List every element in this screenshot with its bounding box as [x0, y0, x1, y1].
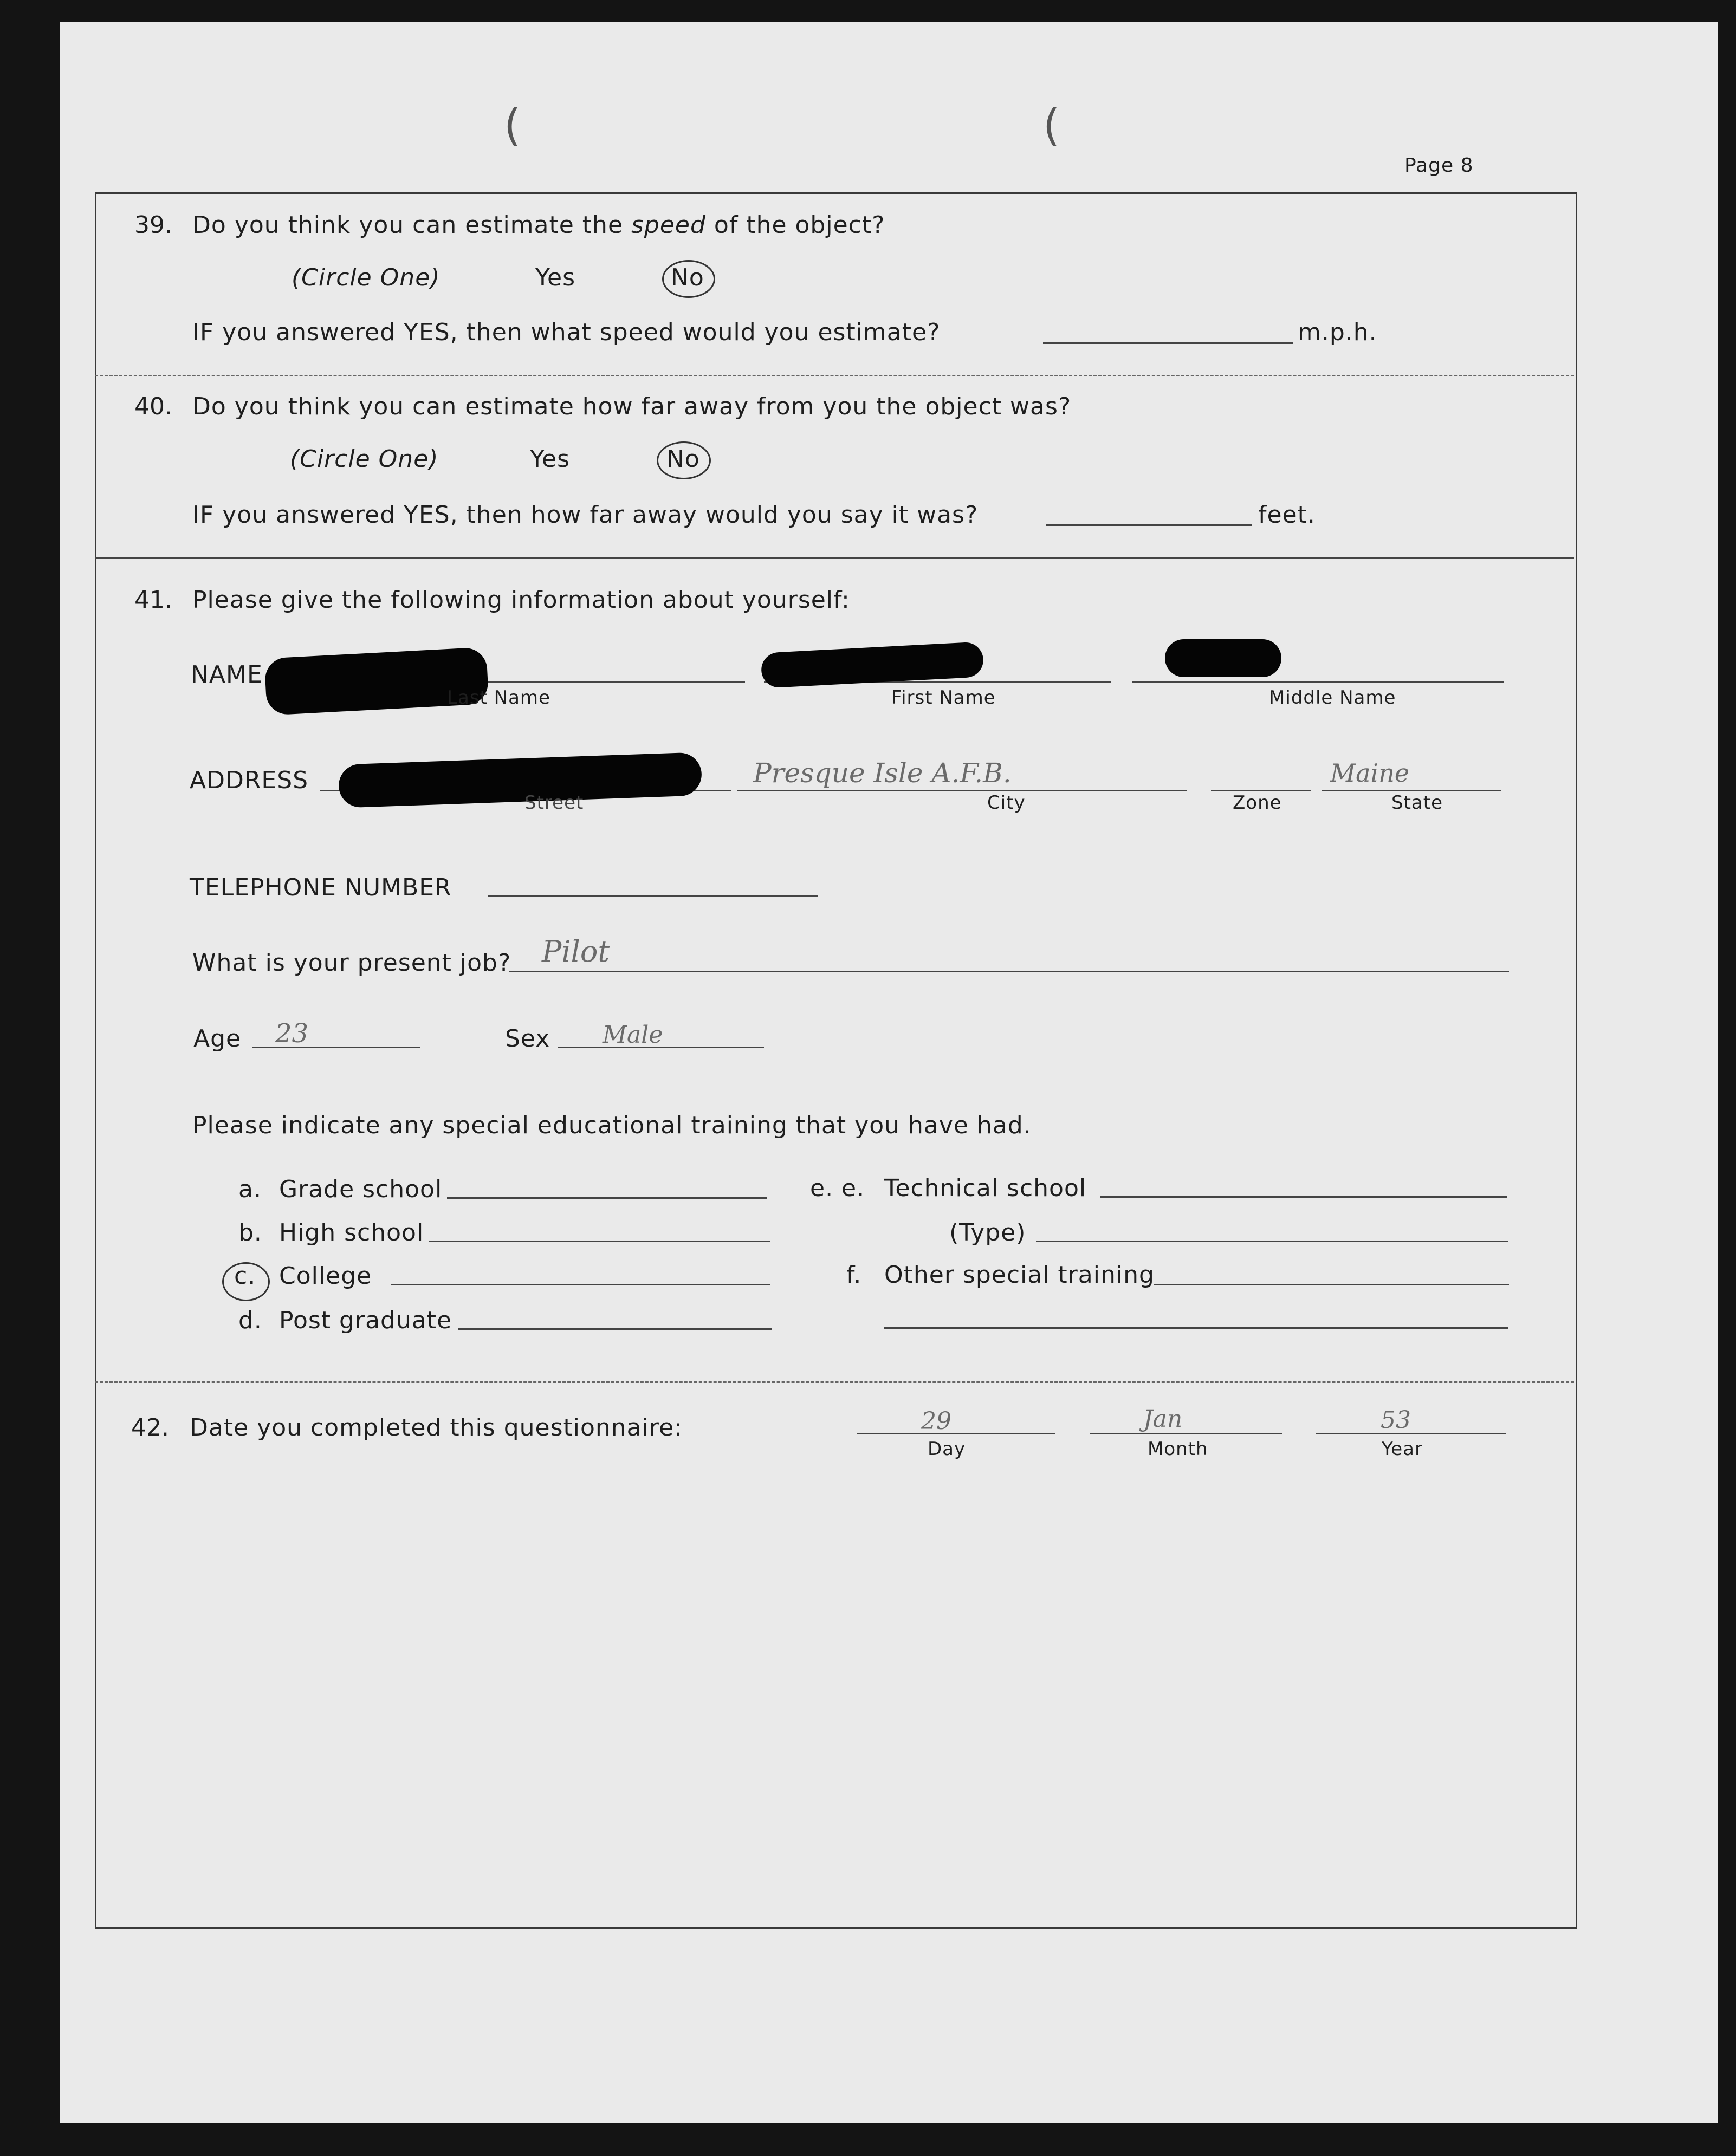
q39-question-pre: Do you think you can estimate the [192, 211, 631, 239]
edu-a-field[interactable] [447, 1197, 767, 1199]
q39-no-option[interactable]: No [671, 264, 704, 291]
edu-e-field[interactable] [1100, 1196, 1507, 1198]
q39-unit: m.p.h. [1298, 319, 1377, 346]
edu-e-label: Technical school [884, 1174, 1087, 1202]
middle-name-field[interactable] [1132, 681, 1504, 683]
scan-artifact-paren-right: ( [1043, 100, 1060, 151]
scan-artifact-paren-left: ( [504, 100, 521, 151]
q42-number: 42. [131, 1414, 169, 1441]
city-value: Presque Isle A.F.B. [753, 757, 1012, 789]
edu-b-label: High school [279, 1219, 424, 1246]
q39-question-em: speed [631, 211, 706, 239]
q40-distance-field[interactable] [1046, 524, 1252, 526]
edu-e-type: (Type) [949, 1219, 1026, 1246]
page-label: Page 8 [1404, 154, 1474, 177]
month-value: Jan [1143, 1405, 1183, 1433]
education-prompt: Please indicate any special educational training that you have had. [192, 1112, 1032, 1139]
edu-e-type-field[interactable] [1036, 1241, 1508, 1242]
telephone-label: TELEPHONE NUMBER [190, 874, 452, 901]
q40-yes-option[interactable]: Yes [530, 445, 571, 473]
state-caption: State [1391, 792, 1443, 814]
address-label: ADDRESS [190, 767, 309, 794]
telephone-field[interactable] [488, 895, 818, 897]
job-label: What is your present job? [192, 949, 511, 977]
q42-question: Date you completed this questionnaire: [190, 1414, 683, 1441]
q40-unit: feet. [1258, 501, 1316, 529]
zone-field[interactable] [1211, 790, 1311, 791]
zone-caption: Zone [1233, 792, 1282, 814]
q40-no-option[interactable]: No [666, 445, 700, 473]
edu-a-label: Grade school [279, 1176, 443, 1203]
sex-value: Male [603, 1021, 663, 1049]
first-name-caption: First Name [891, 687, 996, 709]
middle-name-caption: Middle Name [1269, 687, 1396, 709]
q39-question-post: of the object? [705, 211, 885, 239]
age-label: Age [193, 1025, 242, 1053]
edu-f-letter: f. [846, 1261, 862, 1289]
q40-followup: IF you answered YES, then how far away would you say it was? [192, 501, 979, 529]
redaction-middle-name [1165, 639, 1281, 677]
job-field[interactable] [509, 971, 1509, 972]
month-field[interactable] [1090, 1433, 1282, 1434]
edu-d-field[interactable] [458, 1328, 772, 1330]
year-field[interactable] [1316, 1433, 1506, 1434]
q39-yes-option[interactable]: Yes [535, 264, 576, 291]
edu-c-field[interactable] [391, 1284, 770, 1285]
q39-speed-field[interactable] [1043, 342, 1293, 344]
last-name-caption: Last Name [447, 687, 550, 709]
year-caption: Year [1382, 1438, 1423, 1460]
edu-a-letter: a. [238, 1176, 262, 1203]
state-field[interactable] [1322, 790, 1501, 791]
day-value: 29 [921, 1407, 951, 1435]
edu-e-letter: e. e. [810, 1174, 865, 1202]
q39-question [192, 211, 885, 239]
q41-number: 41. [134, 586, 172, 614]
edu-f-field[interactable] [1154, 1284, 1509, 1285]
q40-question: Do you think you can estimate how far away from you the object was? [192, 393, 1072, 420]
q39-circle-one: (Circle One) [292, 264, 441, 291]
edu-b-letter: b. [238, 1219, 262, 1246]
edu-f-field-extra[interactable] [884, 1327, 1508, 1329]
edu-f-label: Other special training [884, 1261, 1155, 1289]
edu-c-label: College [279, 1262, 372, 1290]
month-caption: Month [1148, 1438, 1208, 1460]
edu-c-letter[interactable]: c. [234, 1262, 256, 1290]
q40-circle-one: (Circle One) [290, 445, 439, 473]
name-label: NAME [191, 661, 263, 689]
city-caption: City [987, 792, 1026, 814]
year-value: 53 [1381, 1406, 1411, 1434]
job-value: Pilot [542, 934, 610, 969]
q39-followup: IF you answered YES, then what speed would you estimate? [192, 319, 941, 346]
street-caption: Street [524, 792, 584, 814]
q40-number: 40. [134, 393, 172, 420]
divider-39-40 [95, 375, 1574, 376]
edu-d-letter: d. [238, 1307, 262, 1334]
city-field[interactable] [737, 790, 1187, 791]
state-value: Maine [1330, 758, 1410, 788]
age-value: 23 [275, 1018, 309, 1049]
sex-label: Sex [505, 1025, 550, 1053]
divider-40-41 [95, 557, 1574, 559]
day-caption: Day [928, 1438, 966, 1460]
divider-41-42 [95, 1381, 1574, 1383]
q41-question: Please give the following information about yourself: [192, 586, 850, 614]
edu-b-field[interactable] [429, 1241, 770, 1242]
day-field[interactable] [857, 1433, 1055, 1434]
edu-d-label: Post graduate [279, 1307, 452, 1334]
q39-number: 39. [134, 211, 172, 239]
